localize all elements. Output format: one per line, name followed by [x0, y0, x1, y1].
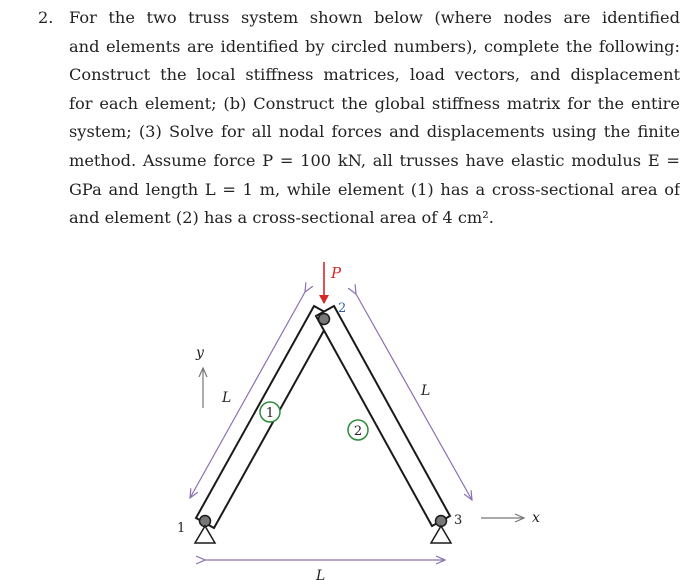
node-2-pin: [319, 314, 330, 325]
y-axis-label: y: [196, 345, 204, 361]
problem-line-5: system; (3) Solve for all nodal forces and displacements using the finite: [69, 122, 680, 142]
length-label-left: L: [222, 390, 232, 406]
support-node-1: [195, 526, 215, 543]
problem-line-6: method. Assume force P = 100 kN, all trusses have elastic modulus E =: [69, 150, 680, 170]
force-label: P: [331, 264, 342, 282]
x-axis-label: x: [532, 510, 540, 526]
node-label-2: 2: [338, 301, 347, 316]
support-node-3: [431, 526, 451, 543]
element-label-1: 1: [265, 406, 275, 421]
problem-number: 2.: [38, 8, 54, 27]
problem-line-4: for each element; (b) Construct the global stiffness matrix for the entire: [69, 93, 680, 113]
problem-statement: [20, 4, 680, 233]
node-label-1: 1: [177, 521, 186, 536]
length-label-bottom: L: [316, 568, 326, 580]
element-2-member: [316, 306, 450, 526]
node-label-3: 3: [454, 513, 463, 528]
problem-line-1: For the two truss system shown below (where nodes are identified: [69, 8, 680, 27]
problem-line-2: and elements are identified by circled numbers), complete the following:: [69, 36, 680, 56]
truss-figure: [0, 250, 700, 580]
element-label-2: 2: [353, 424, 363, 439]
problem-line-7: GPa and length L = 1 m, while element (1) has a cross-sectional area of: [69, 179, 680, 199]
problem-line-3: Construct the local stiffness matrices, load vectors, and displacement: [69, 65, 680, 85]
length-label-right: L: [421, 383, 431, 399]
problem-line-8: and element (2) has a cross-sectional area of 4 cm².: [69, 208, 494, 228]
